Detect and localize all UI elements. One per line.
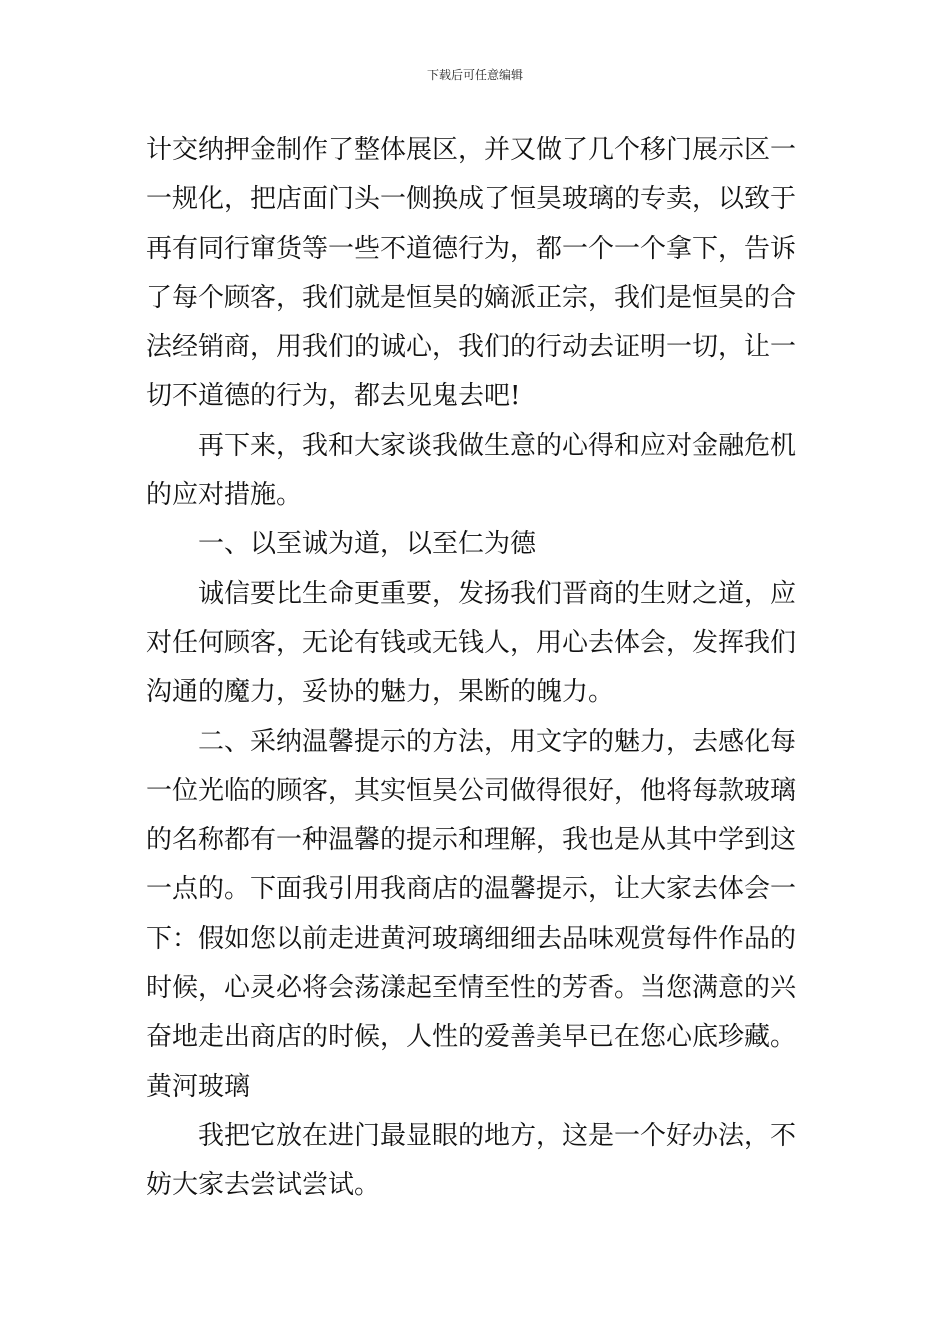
text-line: 的应对措施。 bbox=[146, 480, 303, 511]
text-line: 奋地走出商店的时候，人性的爱善美早已在您心底珍藏。 bbox=[146, 1022, 797, 1053]
text-line: 对任何顾客，无论有钱或无钱人，用心去体会，发挥我们 bbox=[146, 627, 797, 658]
text-line: 黄河玻璃 bbox=[146, 1071, 251, 1102]
text-line: 一位光临的顾客，其实恒昊公司做得很好，他将每款玻璃 bbox=[146, 775, 797, 806]
text-line: 一规化，把店面门头一侧换成了恒昊玻璃的专卖，以致于 bbox=[146, 184, 797, 215]
text-line: 二、采纳温馨提示的方法，用文字的魅力，去感化每 bbox=[198, 726, 797, 757]
text-line: 妨大家去尝试尝试。 bbox=[146, 1170, 381, 1201]
text-line: 法经销商，用我们的诚心，我们的行动去证明一切，让一 bbox=[146, 332, 797, 363]
text-line: 了每个顾客，我们就是恒昊的嫡派正宗，我们是恒昊的合 bbox=[146, 282, 797, 313]
text-line: 一点的。下面我引用我商店的温馨提示，让大家去体会一 bbox=[146, 874, 797, 905]
page-header: 下载后可任意编辑 bbox=[426, 68, 523, 82]
text-line: 再下来，我和大家谈我做生意的心得和应对金融危机 bbox=[198, 430, 797, 461]
text-line: 时候，心灵必将会荡漾起至情至性的芳香。当您满意的兴 bbox=[146, 973, 797, 1004]
document-body bbox=[146, 126, 806, 1211]
text-line: 再有同行窜货等一些不道德行为，都一个一个拿下，告诉 bbox=[146, 233, 797, 264]
text-line: 的名称都有一种温馨的提示和理解，我也是从其中学到这 bbox=[146, 825, 797, 856]
text-line: 我把它放在进门最显眼的地方，这是一个好办法，不 bbox=[198, 1120, 797, 1151]
text-line: 下：假如您以前走进黄河玻璃细细去品味观赏每件作品的 bbox=[146, 923, 797, 954]
text-line: 切不道德的行为，都去见鬼去吧! bbox=[146, 381, 521, 412]
text-line: 沟通的魔力，妥协的魅力，果断的魄力。 bbox=[146, 677, 615, 708]
text-line: 计交纳押金制作了整体展区，并又做了几个移门展示区一 bbox=[146, 135, 797, 165]
text-line: 一、以至诚为道，以至仁为德 bbox=[198, 529, 537, 560]
text-line: 诚信要比生命更重要，发扬我们晋商的生财之道，应 bbox=[198, 578, 797, 609]
